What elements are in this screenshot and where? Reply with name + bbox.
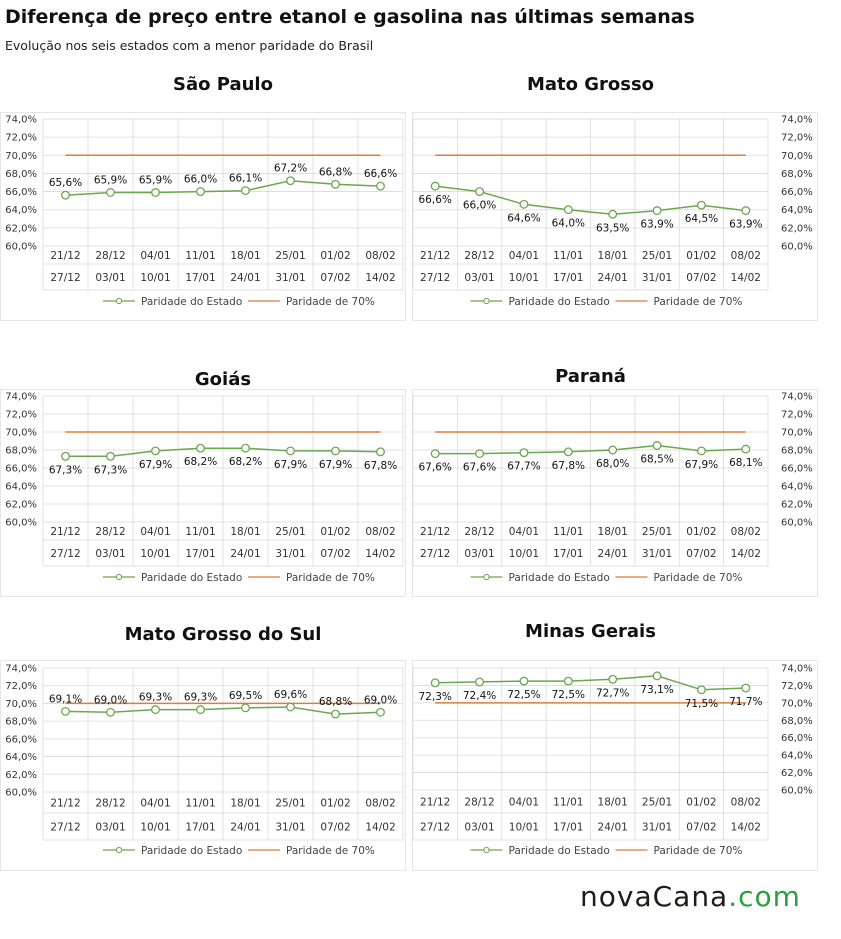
y-tick-label: 72,0%: [5, 132, 37, 144]
x-tick-label: 31/01: [641, 272, 673, 284]
x-tick-label: 07/02: [320, 821, 351, 834]
x-tick-label: 01/02: [686, 250, 717, 262]
legend-state-label: Paridade do Estado: [508, 845, 610, 857]
data-point: [476, 678, 484, 686]
data-label: 68,0%: [596, 458, 630, 470]
y-tick-label: 62,0%: [5, 769, 37, 781]
x-tick-label: 27/12: [420, 272, 451, 284]
data-label: 64,6%: [507, 212, 541, 225]
x-tick-label: 27/12: [50, 272, 81, 284]
x-tick-label: 01/02: [320, 526, 351, 538]
chart-panel-2: [413, 74, 818, 321]
y-tick-label: 66,0%: [5, 187, 37, 199]
x-tick-label: 21/12: [420, 796, 451, 809]
data-label: 67,8%: [363, 459, 398, 472]
data-label: 66,0%: [462, 199, 497, 212]
y-tick-label: 60,0%: [781, 785, 813, 797]
chart-panel-3: [1, 369, 406, 597]
x-tick-label: 17/01: [185, 548, 216, 560]
x-tick-label: 01/02: [320, 250, 351, 262]
x-tick-label: 18/01: [230, 526, 261, 538]
data-label: 69,6%: [273, 688, 308, 701]
data-point: [62, 453, 70, 461]
data-label: 73,1%: [640, 683, 674, 696]
legend-state-label: Paridade do Estado: [508, 572, 610, 584]
data-label: 63,9%: [640, 218, 674, 231]
data-point: [520, 200, 528, 208]
x-tick-label: 01/02: [686, 796, 717, 809]
data-label: 66,6%: [363, 168, 398, 181]
data-label: 65,9%: [138, 174, 173, 187]
x-tick-label: 24/01: [230, 821, 261, 834]
x-tick-label: 21/12: [50, 797, 81, 810]
x-tick-label: 27/12: [50, 821, 81, 834]
data-label: 67,6%: [462, 461, 497, 474]
data-point: [476, 450, 484, 458]
x-tick-label: 10/01: [508, 548, 540, 560]
data-label: 67,2%: [273, 162, 308, 175]
legend-reference-label: Paridade de 70%: [286, 572, 375, 584]
brand-logo-domain: .com: [728, 880, 801, 913]
data-label: 71,5%: [684, 697, 719, 710]
x-tick-label: 17/01: [185, 821, 216, 834]
y-tick-label: 66,0%: [5, 734, 37, 746]
legend-state-marker: [116, 847, 121, 852]
data-point: [287, 177, 295, 185]
x-tick-label: 08/02: [365, 526, 396, 538]
data-label: 67,9%: [273, 458, 308, 471]
y-tick-label: 74,0%: [781, 114, 813, 126]
brand-logo: [580, 880, 801, 913]
legend-state-marker: [484, 574, 489, 579]
data-label: 68,2%: [183, 456, 218, 469]
data-point: [377, 708, 385, 716]
x-tick-label: 17/01: [553, 272, 584, 284]
data-label: 67,3%: [48, 464, 83, 477]
data-point: [653, 442, 661, 450]
x-tick-label: 01/02: [686, 526, 717, 538]
data-label: 66,1%: [228, 172, 263, 185]
y-tick-label: 72,0%: [5, 681, 37, 693]
x-tick-label: 18/01: [597, 526, 628, 538]
legend-reference-label: Paridade de 70%: [286, 845, 375, 857]
data-label: 66,0%: [183, 173, 218, 186]
x-tick-label: 11/01: [185, 526, 216, 538]
x-tick-label: 10/01: [508, 821, 540, 834]
x-tick-label: 31/01: [275, 272, 306, 284]
data-label: 72,3%: [418, 690, 452, 703]
x-tick-label: 28/12: [95, 797, 126, 810]
x-tick-label: 04/01: [508, 526, 540, 538]
x-tick-label: 04/01: [140, 526, 171, 538]
x-tick-label: 21/12: [50, 250, 81, 262]
y-tick-label: 60,0%: [781, 517, 813, 529]
y-tick-label: 62,0%: [781, 768, 813, 780]
data-label: 63,9%: [729, 218, 763, 231]
x-tick-label: 31/01: [641, 548, 673, 560]
y-tick-label: 64,0%: [781, 481, 813, 493]
y-tick-label: 68,0%: [5, 716, 37, 728]
chart-title: Goiás: [194, 369, 252, 390]
chart-frame: [413, 390, 818, 597]
y-tick-label: 68,0%: [781, 168, 813, 180]
page-subtitle: Evolução nos seis estados com a menor paridade do Brasil: [5, 38, 374, 53]
x-tick-label: 04/01: [508, 796, 540, 809]
data-label: 68,8%: [318, 696, 353, 709]
data-point: [698, 201, 706, 209]
y-tick-label: 68,0%: [781, 715, 813, 727]
y-tick-label: 74,0%: [781, 391, 813, 403]
data-point: [742, 207, 750, 215]
y-tick-label: 60,0%: [5, 241, 37, 253]
x-tick-label: 11/01: [553, 796, 584, 809]
data-label: 67,9%: [138, 458, 173, 471]
x-tick-label: 11/01: [185, 797, 216, 810]
data-point: [332, 447, 340, 455]
chart-title: São Paulo: [173, 74, 273, 95]
y-tick-label: 64,0%: [5, 205, 37, 217]
x-tick-label: 08/02: [730, 526, 761, 538]
x-tick-label: 28/12: [95, 250, 126, 262]
x-tick-label: 17/01: [553, 821, 584, 834]
x-tick-label: 07/02: [686, 821, 717, 834]
data-point: [520, 449, 528, 457]
x-tick-label: 25/01: [275, 526, 306, 538]
data-point: [565, 677, 573, 685]
x-tick-label: 03/01: [95, 548, 126, 560]
y-tick-label: 68,0%: [5, 445, 37, 457]
chart-frame: [1, 390, 406, 597]
data-label: 67,9%: [318, 458, 353, 471]
y-tick-label: 60,0%: [5, 517, 37, 529]
data-point: [332, 181, 340, 189]
page-title: Diferença de preço entre etanol e gasolina nas últimas semanas: [5, 6, 695, 28]
x-tick-label: 14/02: [730, 272, 761, 284]
y-tick-label: 72,0%: [5, 409, 37, 421]
y-tick-label: 74,0%: [5, 114, 37, 126]
data-point: [520, 677, 528, 685]
data-label: 71,7%: [729, 696, 763, 709]
x-tick-label: 27/12: [420, 548, 451, 560]
data-label: 68,1%: [729, 457, 763, 470]
y-tick-label: 70,0%: [781, 427, 813, 439]
x-tick-label: 27/12: [420, 821, 451, 834]
legend-state-marker: [484, 847, 489, 852]
data-point: [742, 445, 750, 453]
x-tick-label: 08/02: [365, 797, 396, 810]
x-tick-label: 28/12: [464, 526, 495, 538]
data-point: [107, 708, 115, 716]
legend-state-label: Paridade do Estado: [141, 845, 243, 857]
x-tick-label: 08/02: [730, 250, 761, 262]
x-tick-label: 08/02: [730, 796, 761, 809]
data-label: 68,2%: [228, 456, 263, 469]
y-tick-label: 64,0%: [781, 205, 813, 217]
x-tick-label: 31/01: [275, 821, 306, 834]
data-label: 72,7%: [596, 687, 630, 700]
x-tick-label: 18/01: [597, 250, 628, 262]
data-label: 64,0%: [551, 217, 585, 230]
y-tick-label: 60,0%: [5, 787, 37, 799]
x-tick-label: 21/12: [420, 250, 451, 262]
data-point: [152, 189, 160, 197]
data-point: [431, 182, 439, 190]
data-label: 69,1%: [48, 693, 83, 706]
x-tick-label: 03/01: [464, 548, 495, 560]
data-label: 67,6%: [418, 461, 452, 474]
data-point: [107, 189, 115, 197]
x-tick-label: 03/01: [95, 821, 126, 834]
data-point: [565, 206, 573, 214]
data-point: [152, 447, 160, 455]
data-point: [287, 447, 295, 455]
y-tick-label: 72,0%: [781, 132, 813, 144]
chart-panel-4: [413, 366, 818, 597]
data-point: [653, 672, 661, 680]
y-tick-label: 68,0%: [781, 445, 813, 457]
x-tick-label: 03/01: [95, 272, 126, 284]
chart-title: Minas Gerais: [525, 621, 656, 642]
y-tick-label: 72,0%: [781, 680, 813, 692]
x-tick-label: 14/02: [365, 548, 396, 560]
y-tick-label: 70,0%: [5, 150, 37, 162]
data-label: 69,3%: [138, 691, 173, 704]
x-tick-label: 01/02: [320, 797, 351, 810]
brand-logo-name: novaCana: [580, 880, 729, 913]
data-point: [197, 444, 205, 452]
data-label: 69,0%: [363, 694, 398, 707]
x-tick-label: 14/02: [365, 821, 396, 834]
data-label: 67,8%: [551, 459, 585, 472]
y-tick-label: 74,0%: [5, 663, 37, 675]
x-tick-label: 28/12: [464, 250, 495, 262]
x-tick-label: 17/01: [553, 548, 584, 560]
x-tick-label: 07/02: [686, 272, 717, 284]
data-label: 68,5%: [640, 453, 674, 466]
data-point: [287, 703, 295, 711]
data-label: 67,7%: [507, 460, 541, 473]
data-label: 66,6%: [418, 194, 452, 207]
x-tick-label: 10/01: [508, 272, 540, 284]
x-tick-label: 24/01: [597, 272, 628, 284]
x-tick-label: 14/02: [730, 548, 761, 560]
x-tick-label: 27/12: [50, 548, 81, 560]
data-point: [609, 210, 617, 218]
data-point: [742, 684, 750, 692]
x-tick-label: 11/01: [185, 250, 216, 262]
y-tick-label: 62,0%: [5, 223, 37, 235]
chart-panel-6: [413, 621, 818, 871]
data-label: 69,5%: [228, 689, 263, 702]
x-tick-label: 18/01: [230, 797, 261, 810]
data-point: [242, 187, 250, 195]
x-tick-label: 31/01: [275, 548, 306, 560]
x-tick-label: 24/01: [597, 548, 628, 560]
y-tick-label: 64,0%: [5, 481, 37, 493]
data-point: [698, 447, 706, 455]
x-tick-label: 28/12: [464, 796, 495, 809]
y-tick-label: 66,0%: [781, 463, 813, 475]
y-tick-label: 62,0%: [781, 499, 813, 511]
chart-title: Mato Grosso: [526, 74, 655, 95]
x-tick-label: 24/01: [230, 272, 261, 284]
data-label: 72,5%: [551, 689, 585, 702]
data-label: 69,0%: [93, 694, 128, 707]
data-label: 64,5%: [684, 213, 719, 226]
chart-panel-1: [1, 74, 406, 321]
data-label: 65,9%: [93, 174, 128, 187]
x-tick-label: 10/01: [140, 821, 171, 834]
x-tick-label: 07/02: [320, 272, 351, 284]
y-tick-label: 64,0%: [781, 750, 813, 762]
data-label: 65,6%: [48, 177, 83, 190]
x-tick-label: 21/12: [420, 526, 451, 538]
x-tick-label: 25/01: [275, 250, 306, 262]
data-label: 72,5%: [507, 689, 541, 702]
x-tick-label: 07/02: [686, 548, 717, 560]
y-tick-label: 70,0%: [5, 698, 37, 710]
x-tick-label: 25/01: [641, 250, 673, 262]
y-tick-label: 70,0%: [781, 150, 813, 162]
chart-title: Mato Grosso do Sul: [124, 624, 322, 645]
y-tick-label: 62,0%: [5, 499, 37, 511]
data-label: 63,5%: [596, 222, 630, 235]
data-point: [152, 706, 160, 714]
x-tick-label: 10/01: [140, 272, 171, 284]
x-tick-label: 03/01: [464, 821, 495, 834]
y-tick-label: 66,0%: [781, 733, 813, 745]
legend-state-marker: [484, 298, 489, 303]
x-tick-label: 25/01: [641, 526, 673, 538]
legend-reference-label: Paridade de 70%: [653, 296, 743, 308]
x-tick-label: 31/01: [641, 821, 673, 834]
x-tick-label: 18/01: [230, 250, 261, 262]
y-tick-label: 66,0%: [5, 463, 37, 475]
x-tick-label: 14/02: [730, 821, 761, 834]
y-tick-label: 64,0%: [5, 752, 37, 764]
legend-state-label: Paridade do Estado: [141, 572, 243, 584]
x-tick-label: 17/01: [185, 272, 216, 284]
y-tick-label: 70,0%: [5, 427, 37, 439]
y-tick-label: 68,0%: [5, 168, 37, 180]
x-tick-label: 21/12: [50, 526, 81, 538]
legend-reference-label: Paridade de 70%: [653, 572, 743, 584]
y-tick-label: 74,0%: [5, 391, 37, 403]
x-tick-label: 08/02: [365, 250, 396, 262]
data-point: [242, 444, 250, 452]
x-tick-label: 14/02: [365, 272, 396, 284]
x-tick-label: 04/01: [508, 250, 540, 262]
chart-panel-5: [1, 624, 406, 871]
legend-state-marker: [116, 298, 121, 303]
data-label: 67,3%: [93, 464, 128, 477]
x-tick-label: 10/01: [140, 548, 171, 560]
legend-state-label: Paridade do Estado: [508, 296, 610, 308]
x-tick-label: 24/01: [597, 821, 628, 834]
x-tick-label: 04/01: [140, 797, 171, 810]
x-tick-label: 11/01: [553, 526, 584, 538]
legend-state-label: Paridade do Estado: [141, 296, 243, 308]
x-tick-label: 28/12: [95, 526, 126, 538]
x-tick-label: 03/01: [464, 272, 495, 284]
data-point: [609, 446, 617, 454]
data-point: [62, 708, 70, 716]
chart-frame: [1, 113, 406, 321]
data-point: [197, 706, 205, 714]
data-label: 67,9%: [684, 458, 719, 471]
y-tick-label: 70,0%: [781, 698, 813, 710]
data-point: [476, 188, 484, 196]
chart-title: Paraná: [555, 366, 626, 387]
x-tick-label: 24/01: [230, 548, 261, 560]
data-point: [107, 453, 115, 461]
x-tick-label: 04/01: [140, 250, 171, 262]
data-label: 69,3%: [183, 691, 218, 704]
y-tick-label: 72,0%: [781, 409, 813, 421]
legend-state-marker: [116, 574, 121, 579]
y-tick-label: 62,0%: [781, 223, 813, 235]
y-tick-label: 66,0%: [781, 187, 813, 199]
x-tick-label: 18/01: [597, 796, 628, 809]
data-point: [197, 188, 205, 196]
data-point: [377, 448, 385, 456]
data-label: 66,8%: [318, 166, 353, 179]
data-point: [698, 686, 706, 694]
legend-reference-label: Paridade de 70%: [653, 845, 743, 857]
data-point: [431, 679, 439, 687]
data-point: [62, 191, 70, 199]
data-point: [431, 450, 439, 458]
y-tick-label: 74,0%: [781, 663, 813, 675]
x-tick-label: 25/01: [275, 797, 306, 810]
data-point: [609, 676, 617, 684]
data-point: [332, 710, 340, 718]
data-point: [377, 182, 385, 190]
x-tick-label: 07/02: [320, 548, 351, 560]
data-point: [565, 448, 573, 456]
data-label: 72,4%: [462, 689, 497, 702]
legend-reference-label: Paridade de 70%: [286, 296, 375, 308]
x-tick-label: 25/01: [641, 796, 673, 809]
y-tick-label: 60,0%: [781, 241, 813, 253]
data-point: [653, 207, 661, 215]
x-tick-label: 11/01: [553, 250, 584, 262]
data-point: [242, 704, 250, 712]
